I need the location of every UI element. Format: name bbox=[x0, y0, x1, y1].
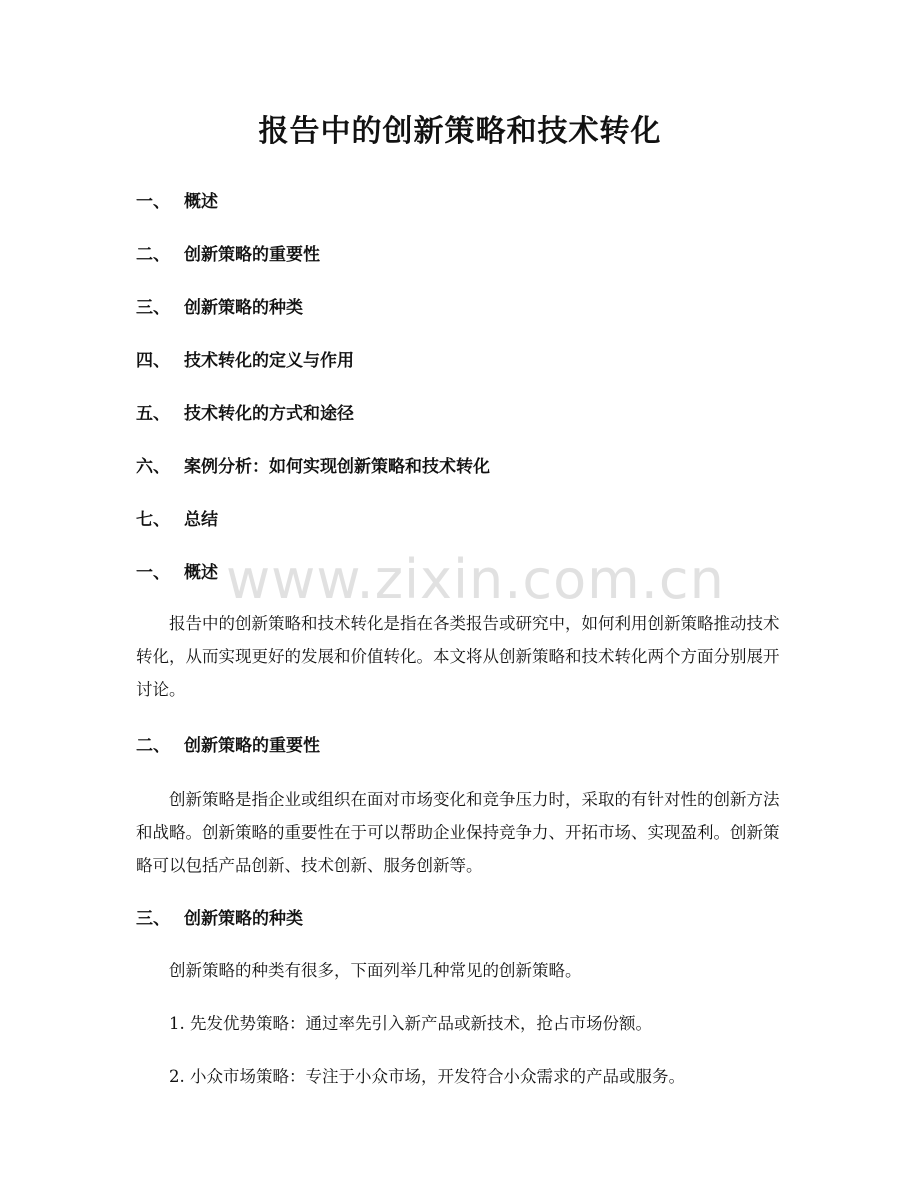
toc-item bbox=[136, 190, 218, 214]
toc-item-label: 概述 bbox=[184, 192, 218, 212]
section-intro: 创新策略的种类有很多，下面列举几种常见的创新策略。 bbox=[169, 961, 582, 980]
toc-item bbox=[136, 243, 320, 267]
section-number: 一、 bbox=[136, 563, 170, 583]
toc-item bbox=[136, 455, 490, 479]
section-title: 创新策略的种类 bbox=[184, 909, 303, 929]
toc-item-label: 创新策略的种类 bbox=[184, 298, 303, 318]
toc-item bbox=[136, 296, 303, 320]
section-number: 三、 bbox=[136, 909, 170, 929]
toc-item-label: 技术转化的定义与作用 bbox=[184, 351, 354, 371]
toc-item-label: 案例分析：如何实现创新策略和技术转化 bbox=[184, 457, 490, 477]
toc-item-number: 二、 bbox=[136, 245, 170, 265]
document-title: 报告中的创新策略和技术转化 bbox=[258, 114, 662, 149]
toc-item-label: 技术转化的方式和途径 bbox=[184, 404, 354, 424]
toc-item-number: 三、 bbox=[136, 298, 170, 318]
toc-item bbox=[136, 508, 218, 532]
section-paragraph: 报告中的创新策略和技术转化是指在各类报告或研究中，如何利用创新策略推动技术转化，从而实现更好的发展和价值转化。本文将从创新策略和技术转化两个方面分别展开讨论。 bbox=[136, 614, 780, 699]
toc-item-label: 创新策略的重要性 bbox=[184, 245, 320, 265]
watermark: www.zixin.com.cn bbox=[226, 548, 725, 611]
toc-item-label: 总结 bbox=[184, 510, 218, 530]
section-title: 创新策略的重要性 bbox=[184, 736, 320, 756]
section-number: 二、 bbox=[136, 736, 170, 756]
section-heading bbox=[136, 907, 303, 931]
section-paragraph: 创新策略是指企业或组织在面对市场变化和竞争压力时，采取的有针对性的创新方法和战略。创新策略的重要性在于可以帮助企业保持竞争力、开拓市场、实现盈利。创新策略可以包括产品创新、技术创新、服务创新等。 bbox=[136, 790, 780, 875]
section-title: 概述 bbox=[184, 563, 218, 583]
toc-item bbox=[136, 349, 354, 373]
section-heading bbox=[136, 734, 320, 758]
toc-item bbox=[136, 402, 354, 426]
list-item: 1. 先发优势策略：通过率先引入新产品或新技术，抢占市场份额。 bbox=[169, 1014, 652, 1033]
toc-item-number: 四、 bbox=[136, 351, 170, 371]
toc-item-number: 六、 bbox=[136, 457, 170, 477]
list-item: 2. 小众市场策略：专注于小众市场，开发符合小众需求的产品或服务。 bbox=[169, 1067, 685, 1086]
toc-item-number: 五、 bbox=[136, 404, 170, 424]
section-heading bbox=[136, 561, 218, 585]
toc-item-number: 一、 bbox=[136, 192, 170, 212]
toc-item-number: 七、 bbox=[136, 510, 170, 530]
